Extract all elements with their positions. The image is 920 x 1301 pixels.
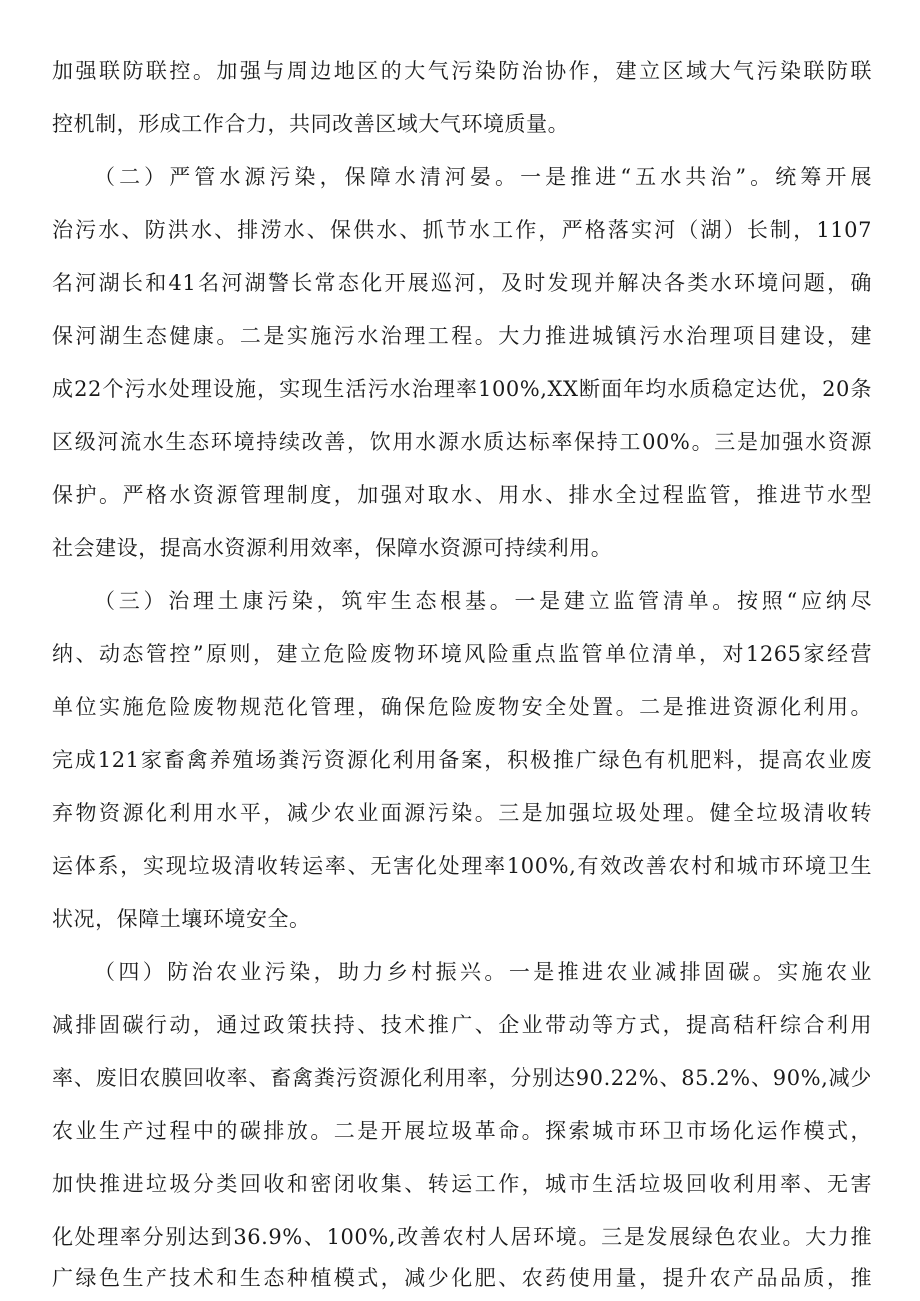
text-line: 单位实施危险废物规范化管理，确保危险废物安全处置。二是推进资源化利用。 — [52, 695, 872, 719]
text-line: 名河湖长和41名河湖警长常态化开展巡河，及时发现并解决各类水环境问题，确 — [52, 271, 872, 295]
text-line: 控机制，形成工作合力，共同改善区域大气环境质量。 — [52, 112, 570, 136]
text-line: 保护。严格水资源管理制度，加强对取水、用水、排水全过程监管，推进节水型 — [52, 483, 872, 507]
text-line: 完成121家畜禽养殖场粪污资源化利用备案，积极推广绿色有机肥料，提高农业废 — [52, 748, 872, 772]
text-line: 纳、动态管控”原则，建立危险废物环境风险重点监管单位清单，对1265家经营 — [52, 642, 872, 666]
text-line: 运体系，实现垃圾清收转运率、无害化处理率100%,有效改善农村和城市环境卫生 — [52, 854, 872, 878]
text-line: 加强联防联控。加强与周边地区的大气污染防治协作，建立区域大气污染联防联 — [52, 59, 872, 83]
text-line: 治污水、防洪水、排涝水、保供水、抓节水工作，严格落实河（湖）长制，1107 — [52, 218, 872, 242]
text-line: 保河湖生态健康。二是实施污水治理工程。大力推进城镇污水治理项目建设，建 — [52, 324, 872, 348]
text-line: 成22个污水处理设施，实现生活污水治理率100%,XX断面年均水质稳定达优，20条 — [52, 377, 872, 401]
section-3-heading-line: （三）治理土康污染，筑牢生态根基。一是建立监管清单。按照“应纳尽 — [94, 589, 872, 613]
text-line: 减排固碳行动，通过政策扶持、技术推广、企业带动等方式，提高秸秆综合利用 — [52, 1013, 872, 1037]
text-line: 率、废旧农膜回收率、畜禽粪污资源化利用率，分别达90.22%、85.2%、90%,减少 — [52, 1066, 872, 1090]
section-2-heading-line: （二）严管水源污染，保障水清河晏。一是推进“五水共治”。统筹开展 — [94, 165, 872, 189]
text-line: 农业生产过程中的碳排放。二是开展垃圾革命。探索城市环卫市场化运作模式， — [52, 1119, 872, 1143]
text-line: 状况，保障土壤环境安全。 — [52, 907, 311, 931]
section-4-heading-line: （四）防治农业污染，助力乡村振兴。一是推进农业减排固碳。实施农业 — [94, 960, 872, 984]
text-line: 社会建设，提高水资源利用效率，保障水资源可持续利用。 — [52, 536, 613, 560]
text-line: 广绿色生产技术和生态种植模式，减少化肥、农药使用量，提升农产品品质，推 — [52, 1266, 872, 1290]
text-line: 加快推进垃圾分类回收和密闭收集、转运工作，城市生活垃圾回收利用率、无害 — [52, 1172, 872, 1196]
text-line: 弃物资源化利用水平，减少农业面源污染。三是加强垃圾处理。健全垃圾清收转 — [52, 801, 872, 825]
text-line: 化处理率分别达到36.9%、100%,改善农村人居环境。三是发展绿色农业。大力推 — [52, 1225, 872, 1249]
text-line: 区级河流水生态环境持续改善，饮用水源水质达标率保持工00%。三是加强水资源 — [52, 430, 872, 454]
